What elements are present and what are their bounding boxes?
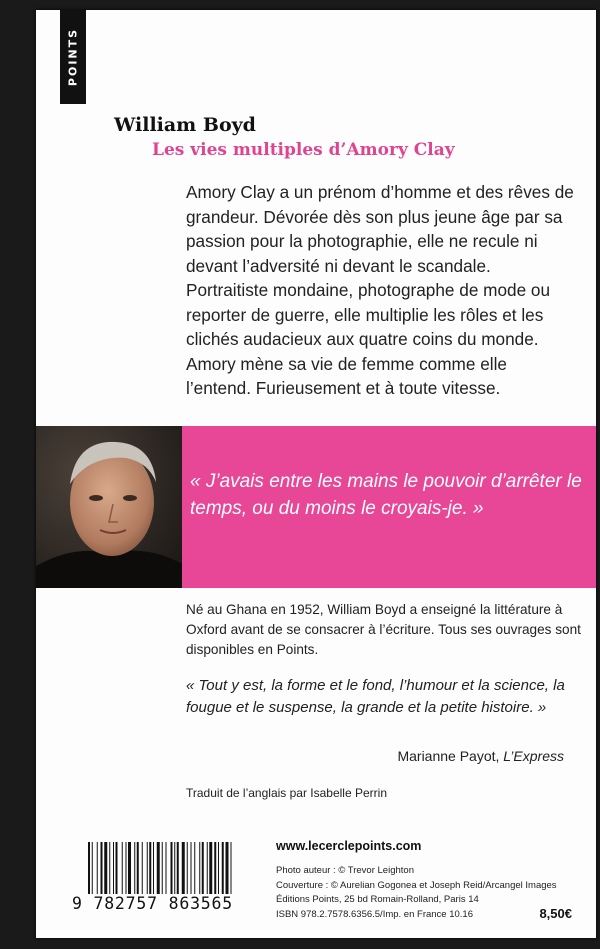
review-critic: Marianne Payot, (397, 748, 500, 764)
isbn-line: ISBN 978.2.7578.6356.5/Imp. en France 10.16 (276, 908, 473, 920)
barcode-digits: 9 782757 863565 (72, 894, 234, 913)
translator-credit: Traduit de l’anglais par Isabelle Perrin (186, 786, 387, 800)
author-portrait-image (36, 426, 182, 588)
synopsis: Amory Clay a un prénom d’homme et des rêves de grandeur. Dévorée dès son plus jeune âge par sa passion pour la photographie, elle ne recule ni devant l’adversité ni devant le scandale. Portraitiste mondaine, photographe de mode ou reporter de guerre, elle multiplie les rôles et les clichés audacieux aux quatre coins du monde. Amory mène sa vie de femme comme elle l’entend. Furieusement et à toute vitesse. (186, 182, 574, 398)
brand-label: POINTS (66, 27, 80, 87)
book-title: Les vies multiples d’Amory Clay (152, 140, 455, 160)
website-link[interactable]: www.lecerclepoints.com (276, 839, 422, 853)
review-attribution (397, 748, 564, 764)
publisher-address: Éditions Points, 25 bd Romain-Rolland, Paris 14 (276, 894, 479, 905)
pull-quote: « J’avais entre les mains le pouvoir d’arrêter le temps, ou du moins le croyais-je. » (190, 471, 582, 519)
review-publication: L’Express (503, 748, 564, 764)
credits-block (276, 864, 557, 922)
price: 8,50€ (539, 906, 572, 921)
cover-credit: Couverture : © Aurelian Gogonea et Joseph Reid/Arcangel Images (276, 879, 557, 891)
author-bio: Né au Ghana en 1952, William Boyd a enseigné la littérature à Oxford avant de se consacrer à l’écriture. Tous ses ouvrages sont disponibles en Points. (186, 602, 581, 657)
press-review: « Tout y est, la forme et le fond, l’humour et la science, la fougue et le suspense, la grande et la petite histoire. » (186, 677, 565, 716)
photo-credit: Photo auteur : © Trevor Leighton (276, 865, 414, 876)
author-photo (36, 426, 182, 588)
barcode (86, 842, 266, 894)
points-logo (60, 10, 86, 104)
author-name: William Boyd (114, 114, 256, 136)
back-cover (36, 10, 596, 938)
